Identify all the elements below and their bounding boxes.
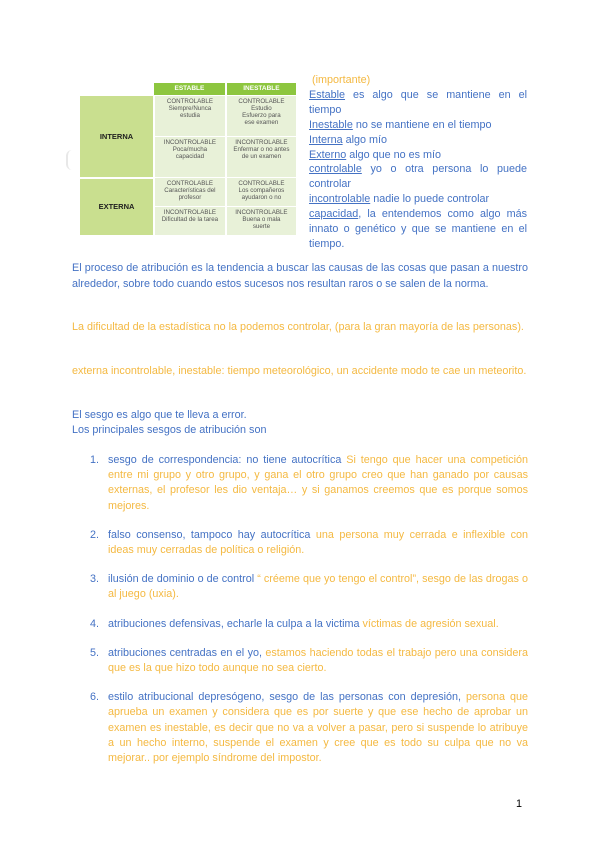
table-cell: CONTROLABLE Características del profesor (154, 178, 226, 207)
note-estable: Estable es algo que se mantiene en el tiempo (309, 88, 527, 116)
table-cell: INCONTROLABLE Dificultad de la tarea (154, 207, 226, 236)
table-cell: INCONTROLABLE Enfermar o no antes de un examen (226, 137, 296, 178)
note-capacidad: capacidad, la entendemos como algo más innato o genético y que se mantiene en el tiempo. (309, 208, 527, 250)
paragraph-bias-definition: El sesgo es algo que te lleva a error. (72, 409, 247, 421)
list-item: 6. estilo atribucional depresógeno, sesgo de las personas con depresión, persona que aprueba un examen y considera que es por suerte y que ese hecho de aprobar un examen es inestable, es decir que no va a volver a pasar, pero si suspende lo atribuye a un hecho interno, suspende el examen y cree que es todo su culpa que no va mejorar.. por ejemplo síndrome del impostor. (90, 691, 529, 765)
paragraph-statistics: La dificultad de la estadística no la podemos controlar, (para la gran mayoría de las personas). (72, 321, 524, 333)
table-cell: INCONTROLABLE Buena o mala suerte (226, 207, 296, 236)
paragraph-external: externa incontrolable, inestable: tiempo meteorológico, un accidente modo te cae un meteorito. (72, 365, 527, 377)
leaf-decoration (66, 150, 80, 170)
note-externo: Externo algo que no es mío (309, 148, 442, 161)
paragraph-bias-intro: Los principales sesgos de atribución son (72, 424, 267, 436)
list-item: 5. atribuciones centradas en el yo, estamos haciendo todas el trabajo pero una considera que es la que hizo todo aunque no sea cierto. (90, 646, 528, 675)
list-item: 3. ilusión de dominio o de control “ créeme que yo tengo el control”, sesgo de las drogas o al juego (uxia). (90, 573, 528, 601)
page-number: 1 (516, 798, 523, 810)
paragraph-attribution: El proceso de atribución es la tendencia a buscar las causas de las cosas que pasan a nuestro alrededor, sobre todo cuando estos sucesos nos resultan raros o se salen de la norma. (72, 262, 528, 290)
side-notes (309, 73, 527, 252)
attribution-table (80, 83, 296, 235)
bias-list (72, 453, 528, 766)
note-inestable: Inestable no se mantiene en el tiempo (309, 118, 492, 131)
table-cell: CONTROLABLE Estudio Esfuerzo para ese examen (226, 96, 296, 137)
note-interna: Interna algo mío (309, 133, 388, 146)
table-cell: INCONTROLABLE Poca/mucha capacidad (154, 137, 226, 178)
list-item: 1. sesgo de correspondencia: no tiene autocrítica Si tengo que hacer una competición entre mi grupo y otro grupo, y gana el otro grupo creo que han ganado por causas externas, el profesor les dio ventaja… y si ganamos creemos que es porque somos mejores. (90, 454, 528, 512)
list-item: 2. falso consenso, tampoco hay autocrítica una persona muy cerrada e inflexible con ideas muy cerradas de política o religión. (90, 528, 528, 557)
table-corner (80, 83, 154, 96)
table-header-inestable: INESTABLE (226, 83, 296, 96)
table-cell: CONTROLABLE Siempre/Nunca estudia (154, 96, 226, 137)
note-controlable: controlable yo o otra persona lo puede controlar (309, 163, 527, 191)
table-row-label-interna: INTERNA (80, 96, 154, 178)
table-header-estable: ESTABLE (154, 83, 226, 96)
important-note: (importante) (312, 74, 371, 86)
table-cell: CONTROLABLE Los compañeros ayudaron o no (226, 178, 296, 207)
list-item: 4. atribuciones defensivas, echarle la culpa a la victima víctimas de agresión sexual. (90, 617, 499, 630)
note-incontrolable: incontrolable nadie lo puede controlar (309, 193, 490, 206)
table-row-label-externa: EXTERNA (80, 178, 154, 236)
